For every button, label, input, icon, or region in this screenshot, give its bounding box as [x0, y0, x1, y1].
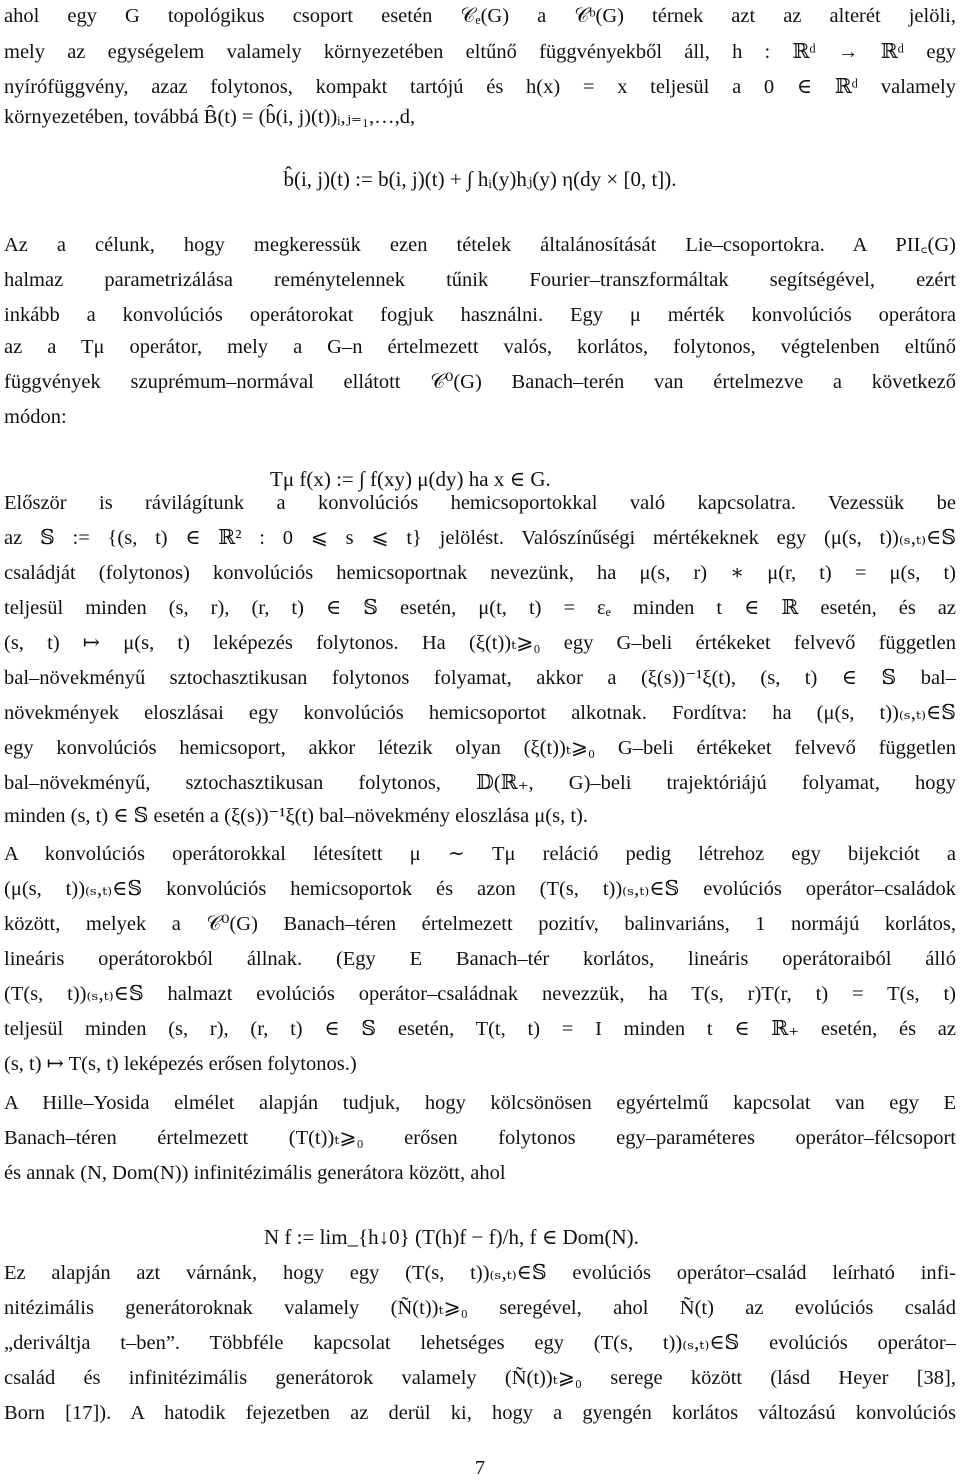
text-line: bal–növekményű, sztochasztikusan folytonos, 𝔻(ℝ₊, G)–beli trajektóriájú folyamat, hogy [4, 772, 956, 794]
text-line: család és infinitézimális generátorok valamely (Ñ(t))ₜ⩾₀ serege között (lásd Heyer [38], [4, 1367, 956, 1389]
text-line: nitézimális generátoroknak valamely (Ñ(t))ₜ⩾₀ seregével, ahol Ñ(t) az evolúciós család [4, 1297, 956, 1319]
text-line: teljesül minden (s, r), (r, t) ∈ 𝕊 esetén, T(t, t) = I minden t ∈ ℝ₊ esetén, és az [4, 1018, 956, 1040]
text-line: (μ(s, t))₍ₛ,ₜ₎∈𝕊 konvolúciós hemicsoportok és azon (T(s, t))₍ₛ,ₜ₎∈𝕊 evolúciós operátor–családok [4, 878, 956, 900]
text-line: Born [17]). A hatodik fejezetben az derül ki, hogy a gyengén korlátos változású konvolúciós [4, 1402, 956, 1424]
text-line: Banach–téren értelmezett (T(t))ₜ⩾₀ erősen folytonos egy–paraméteres operátor–félcsoport [4, 1127, 956, 1149]
display-equation-generator: N f := lim_{h↓0} (T(h)f − f)/h, f ∈ Dom(N). [264, 1225, 639, 1249]
text-line: A konvolúciós operátorokkal létesített μ ∼ Tμ reláció pedig létrehoz egy bijekciót a [4, 843, 956, 865]
text-line: családját (folytonos) konvolúciós hemicsoportnak nevezünk, ha μ(s, r) ∗ μ(r, t) = μ(s, t) [4, 562, 956, 584]
text-line: az 𝕊 := {(s, t) ∈ ℝ² : 0 ⩽ s ⩽ t} jelölést. Valószínűségi mértékeknek egy (μ(s, t))₍ₛ,ₜ₎∈𝕊 [4, 527, 956, 549]
text-line: Először is rávilágítunk a konvolúciós hemicsoportokkal való kapcsolatra. Vezessük be [4, 492, 956, 514]
text-line [4, 430, 956, 458]
text-line: lineáris operátorokból állnak. (Egy E Banach–tér korlátos, lineáris operátoraiból álló [4, 948, 956, 970]
text-line: halmaz parametrizálása reménytelennek tűnik Fourier–transzformáltak segítségével, ezért [4, 269, 956, 291]
text-line: módon: [4, 406, 67, 428]
text-line: között, melyek a 𝒞⁰(G) Banach–téren értelmezett pozitív, balinvariáns, 1 normájú korlátos, [4, 913, 956, 935]
text-line: Ez alapján azt várnánk, hogy egy (T(s, t))₍ₛ,ₜ₎∈𝕊 evolúciós operátor–család leírható infi- [4, 1262, 956, 1284]
text-line: minden (s, t) ∈ 𝕊 esetén a (ξ(s))⁻¹ξ(t) bal–növekmény eloszlása μ(s, t). [4, 805, 588, 827]
display-equation-convolution-operator: Tμ f(x) := ∫ f(xy) μ(dy) ha x ∈ G. [270, 467, 551, 491]
text-line: és annak (N, Dom(N)) infinitézimális generátora között, ahol [4, 1162, 506, 1184]
text-line: A Hille–Yosida elmélet alapján tudjuk, hogy kölcsönösen egyértelmű kapcsolat van egy E [4, 1092, 956, 1114]
text-line: (s, t) ↦ T(s, t) leképezés erősen folytonos.) [4, 1053, 357, 1075]
display-equation-b-hat: b̂(i, j)(t) := b(i, j)(t) + ∫ hᵢ(y)hⱼ(y) η(dy × [0, t]). [283, 167, 677, 191]
text-line: ahol egy G topológikus csoport esetén 𝒞ₑ(G) a 𝒞ᵇ(G) térnek azt az alterét jelöli, [4, 5, 956, 27]
text-line: „deriváltja t–ben”. Többféle kapcsolat lehetséges egy (T(s, t))₍ₛ,ₜ₎∈𝕊 evolúciós operátor– [4, 1332, 956, 1354]
text-line: az a Tμ operátor, mely a G–n értelmezett valós, korlátos, folytonos, végtelenben eltűnő [4, 336, 956, 358]
text-line: inkább a konvolúciós operátorokat fogjuk használni. Egy μ mérték konvolúciós operátora [4, 304, 956, 326]
page-number: 7 [474, 1457, 486, 1479]
text-line: környezetében, továbbá B̂(t) = (b̂(i, j)(t))ᵢ,ⱼ₌₁,…,d, [4, 106, 416, 128]
text-line: egy konvolúciós hemicsoport, akkor létezik olyan (ξ(t))ₜ⩾₀ G–beli értékeket felvevő független [4, 737, 956, 759]
text-line: bal–növekményű sztochasztikusan folytonos folyamat, akkor a (ξ(s))⁻¹ξ(t), (s, t) ∈ 𝕊 bal– [4, 667, 956, 689]
text-line: (T(s, t))₍ₛ,ₜ₎∈𝕊 halmazt evolúciós operátor–családnak nevezzük, ha T(s, r)T(r, t) = T(s, t) [4, 983, 956, 1005]
text-line: teljesül minden (s, r), (r, t) ∈ 𝕊 esetén, μ(t, t) = εₑ minden t ∈ ℝ esetén, és az [4, 597, 956, 619]
text-line: Az a célunk, hogy megkeressük ezen tételek általánosítását Lie–csoportokra. A PII꜀(G) [4, 234, 956, 256]
text-line: (s, t) ↦ μ(s, t) leképezés folytonos. Ha (ξ(t))ₜ⩾₀ egy G–beli értékeket felvevő független [4, 632, 956, 654]
text-line: nyírófüggvény, azaz folytonos, kompakt tartójú és h(x) = x teljesül a 0 ∈ ℝᵈ valamely [4, 76, 956, 98]
text-line: mely az egységelem valamely környezetében eltűnő függvényekből áll, h : ℝᵈ → ℝᵈ egy [4, 41, 956, 63]
text-line: függvények szuprémum–normával ellátott 𝒞⁰(G) Banach–terén van értelmezve a következő [4, 371, 956, 393]
text-line: növekmények eloszlásai egy konvolúciós hemicsoportot alkotnak. Fordítva: ha (μ(s, t))₍ₛ,ₜ₎∈𝕊 [4, 702, 956, 724]
